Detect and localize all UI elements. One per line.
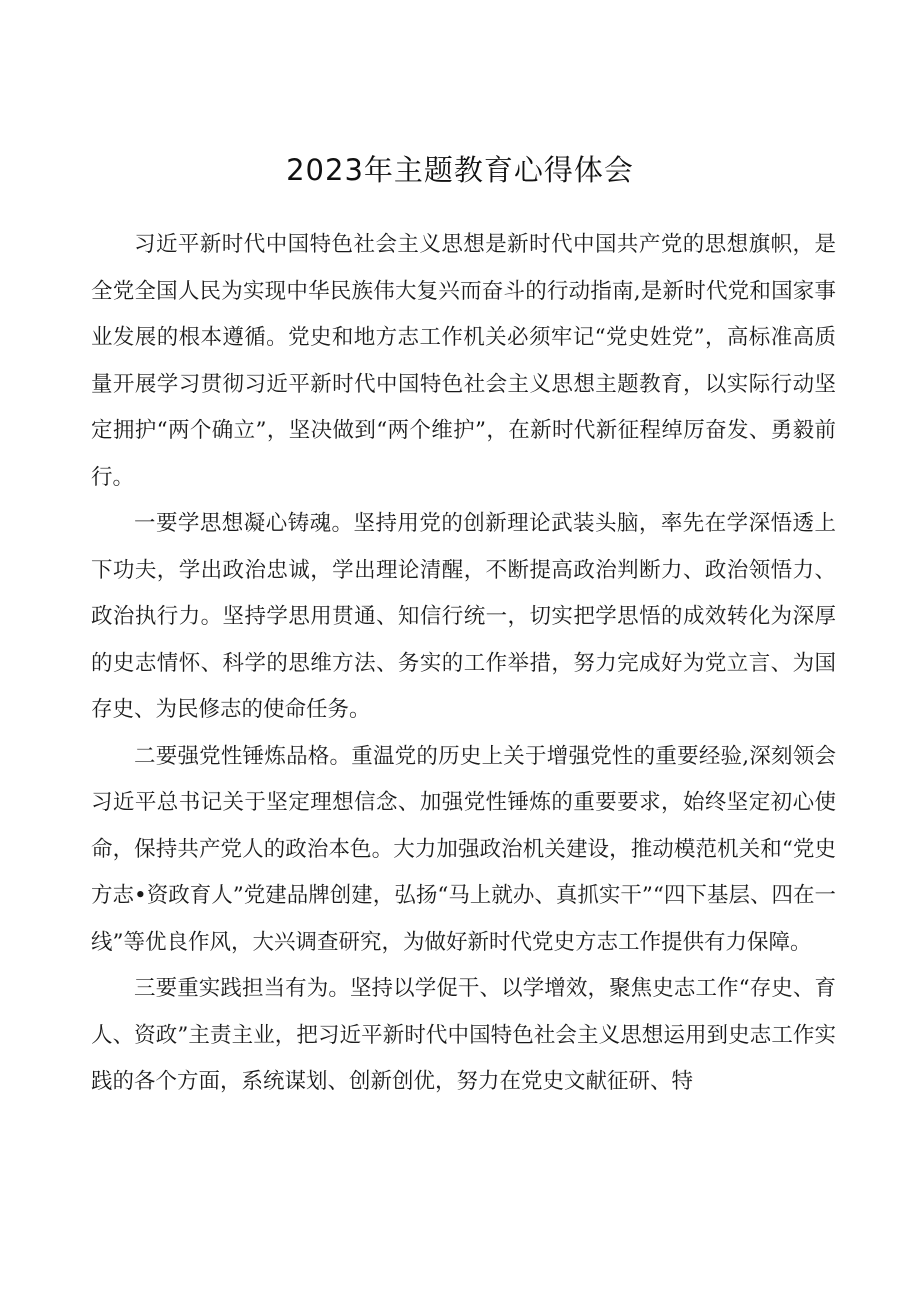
paragraph-party-spirit: 二要强党性锤炼品格。重温党的历史上关于增强党性的重要经验,深刻领会习近平总书记关于坚定理想信念、加强党性锤炼的重要要求，始终坚定初心使命，保持共产党人的政治本色。大力加强政治机关建设，推动模范机关和“党史方志•资政育人”党建品牌创建，弘扬“马上就办、真抓实干”“四下基层、四在一线”等优良作风，大兴调查研究，为做好新时代党史方志工作提供有力保障。 [91,743,836,955]
document-title: 2023年主题教育心得体会 [286,153,634,187]
paragraph-intro: 习近平新时代中国特色社会主义思想是新时代中国共产党的思想旗帜，是全党全国人民为实现中华民族伟大复兴而奋斗的行动指南,是新时代党和国家事业发展的根本遵循。党史和地方志工作机关必须牢记“党史姓党”，高标准高质量开展学习贯彻习近平新时代中国特色社会主义思想主题教育，以实际行动坚定拥护“两个确立”，坚决做到“两个维护”，在新时代新征程绰厉奋发、勇毅前行。 [91,232,836,490]
paragraph-practice: 三要重实践担当有为。坚持以学促干、以学增效，聚焦史志工作“存史、育人、资政”主责主业，把习近平新时代中国特色社会主义思想运用到史志工作实践的各个方面，系统谋划、创新创优，努力在党史文献征研、特 [91,976,836,1094]
document-body [91,222,836,1106]
paragraph-study-thought: 一要学思想凝心铸魂。坚持用党的创新理论武装头脑，率先在学深悟透上下功夫，学出政治忠诚，学出理论清醒，不断提高政治判断力、政治领悟力、政治执行力。坚持学思用贯通、知信行统一，切实把学思悟的成效转化为深厚的史志情怀、科学的思维方法、务实的工作举措，努力完成好为党立言、为国存史、为民修志的使命任务。 [91,511,836,722]
